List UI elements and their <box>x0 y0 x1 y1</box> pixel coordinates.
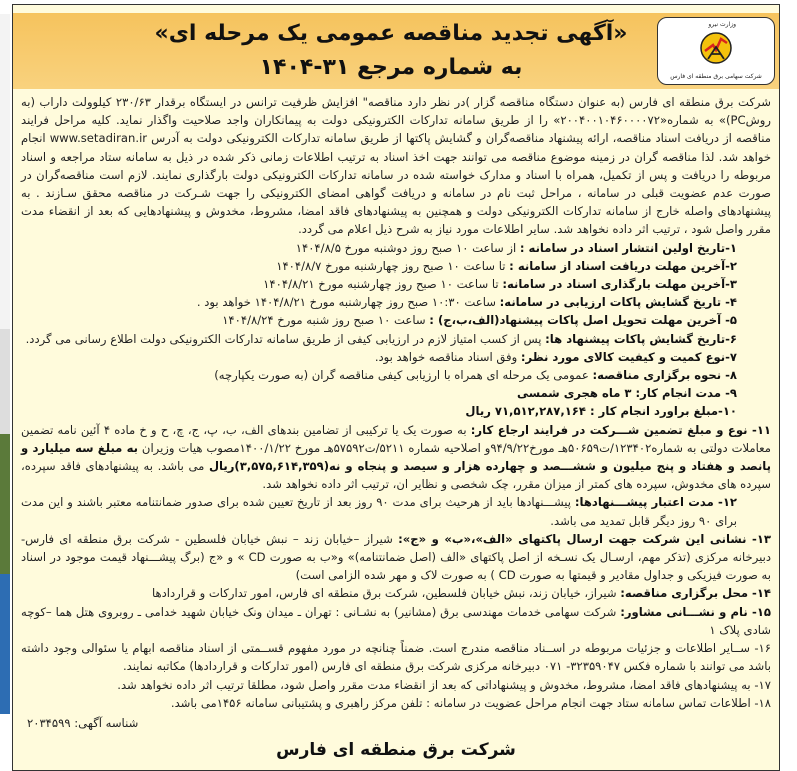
list-item <box>21 639 771 675</box>
ad-id: شناسه آگهی: ۲۰۳۴۵۹۹ <box>27 715 139 730</box>
item-label: ۲-آخرین مهلت دریافت اسناد از سامانه : <box>509 258 737 273</box>
footer-company-name: شرکت برق منطقه ای فارس <box>276 739 516 760</box>
list-item <box>21 603 771 639</box>
list-item <box>21 239 771 257</box>
item-text: تا ساعت ۱۰ صبح روز چهارشنبه مورخ ۱۴۰۴/۸/۲۱ <box>263 277 503 292</box>
adjacent-page-edge <box>0 14 10 714</box>
list-item <box>21 275 771 293</box>
item-text: به صورت یک یا ترکیبی از تضامین بندهای الف، ب، پ، ج، چ، ح و خ ماده ۴ آئین نامه تضمین معاملات دولتی به شماره۱۲۳۴۰۲/ت۵۰۶۵۹هـ مورخ۹۴/۹/۲۲و اصلاحیه شماره ۵۲۱۱/ت۵۷۵۹۲هـ مورخ ۱۴۰۰/۱/۲۲مصوب هیات وزیران <box>21 422 771 455</box>
item-label: ۱۰-مبلغ براورد انجام کار : ۷۱,۵۱۲,۲۸۷,۱۶۴ ریال <box>465 404 737 419</box>
item-label: ۱۳- نشانی این شرکت جهت ارسال پاکتهای «الف»،«ب» و «ج»: <box>398 531 771 546</box>
list-item <box>21 421 771 494</box>
title-band <box>13 13 779 89</box>
item-text: وفق اسناد مناقصه خواهد بود. <box>374 349 521 364</box>
item-text: شیراز، خیابان زند، نبش خیابان فلسطین، شرکت برق منطقه ای فارس، امور تدارکات و قراردادها <box>151 586 621 601</box>
list-item <box>21 311 771 329</box>
list-item <box>21 530 771 585</box>
list-item <box>21 257 771 275</box>
item-amount: به مبلغ سه میلیارد و پانصد و هفتاد و پنج میلیون و ششـــصد و چهارده هزار و سیصد و پنجاه و نه(۳,۵۷۵,۶۱۴,۳۵۹)ریال <box>21 440 771 474</box>
item-text: پس از کسب امتیاز لازم در ارزیابی کیفی از طریق سامانه تدارکات الکترونیکی دولت اطلاع رسانی می گردد. <box>25 331 546 346</box>
item-text-continued: می باشد. به پیشنهادهای فاقد سپرده، سپرده های مخدوش، سپرده های کمتر از میزان مقرر، چک شخصی و نظایر ان، ترتیب اثر داده نخواهد شد. <box>21 459 771 492</box>
item-text: پیشـــنهادها باید از هرحیث برای مدت ۹۰ روز بعد از تاریخ تعیین شده برای صدور ضمانتنامه معتبر باشند و این مدت برای ۹۰ روز دیگر قابل تمدید می باشد. <box>21 495 737 528</box>
item-text: عمومی یک مرحله ای همراه با ارزیابی کیفی مناقصه گران (به صورت یکپارچه) <box>214 368 593 383</box>
item-text: تا ساعت ۱۰ صبح روز چهارشنبه مورخ ۱۴۰۴/۸/۷ <box>276 258 510 273</box>
item-label: ۴- تاریخ گشایش پاکات ارزیابی در سامانه: <box>499 295 737 310</box>
list-item <box>21 348 771 366</box>
item-text: ۱۷- به پیشنهادهای فاقد امضا، مشروط، مخدوش و پیشنهاداتی که بعد از انقضاء مدت مقرر واصل شود، مطلقا ترتیب اثر داده نخواهد شد. <box>117 677 771 692</box>
item-label: ۱-تاریخ اولین انتشار اسناد در سامانه : <box>519 240 737 255</box>
item-label: ۹- مدت انجام کار: ۳ ماه هجری شمسی <box>516 386 737 401</box>
item-label: ۶-تاریخ گشایش پاکات پیشنهاد ها: <box>545 331 737 346</box>
logo-company-text: شرکت سهامی برق منطقه ای فارس <box>670 73 762 80</box>
list-item <box>21 330 771 348</box>
ad-body <box>21 93 771 712</box>
list-item <box>21 293 771 311</box>
logo-ministry-text: وزارت نیرو <box>708 21 736 28</box>
item-label: ۸- نحوه برگزاری مناقصه: <box>592 368 737 383</box>
item-label: ۱۱- نوع و مبلغ تضمین شـــرکت در فرایند ارجاع کار: <box>470 422 771 437</box>
item-text: ساعت ۱۰ صبح روز شنبه مورخ ۱۴۰۴/۸/۲۴ <box>222 313 430 328</box>
company-logo <box>657 17 775 85</box>
item-label: ۱۵- نام و نشـــانی مشاور: <box>620 604 771 619</box>
list-item <box>21 676 771 694</box>
item-text: شرکت سهامی خدمات مهندسی برق (مشانیر) به نشـانی : تهران ـ میدان ونک خیابان شهید خدامی ـ روبروی هتل هما –کوچه شادی پلاک ۱ <box>21 604 771 637</box>
item-label: ۵- آخرین مهلت تحویل اصل پاکات پیشنهاد(الف،ب،ج) : <box>429 313 737 328</box>
list-item <box>21 584 771 602</box>
intro-paragraph: شرکت برق منطقه ای فارس (به عنوان دستگاه مناقصه گزار )در نظر دارد مناقصه" افزایش ظرفیت ترانس در ایستگاه برقدار ۲۳۰/۶۳ کیلوولت داراب (به روشPC)» به شماره«۲۰۰۴۰۰۱۰۴۶۰۰۰۰۷۲» را از طریق سامانه تدارکات الکترونیکی دولت به پیمانکاران واجد صلاحیت واگذار نماید. کلیه مراحل فرایند مناقصه از دریافت اسناد مناقصه، ارائه پیشنهاد مناقصه‌گران و گشایش پاکتها از طریق سامانه تدارکات الکترونیکی دولت به آدرس www.setadiran.ir انجام خواهد شد. لذا مناقصه گران در زمینه موضوع مناقصه می توانند جهت اخذ اسناد به ترتیب اطلاعات زمانی ذکر شده در ذیل به سامانه ستاد مراجعه و اسناد مربوطه را دریافت و پس از تکمیل، همراه با اسناد و مدارک خواسته شده در سامانه تدارکات الکترونیکی دولت بارگذاری نمایند. لازم است مناقصه‌گران در صورت عدم عضویت قبلی در سامانه ، مراحل ثبت نام در سامانه و دریافت گواهی امضای الکترونیکی را جهت شـرکت در مناقصه محقق سـازند . به پیشنهادهای واصله خارج از سامانه تدارکات الکترونیکی دولت و همچنین به پیشنهادهای فاقد امضا، مشروط، مخدوش و پیشنهادهایی که بعد از انقضاء مدت مقرر واصل شود ، ترتیب اثر داده نخواهد شد. سایر اطلاعات مورد نیاز به شرح ذیل اعلام می گردد. <box>21 95 771 237</box>
item-label: ۱۴- محل برگزاری مناقصه: <box>620 586 771 601</box>
tender-advertisement <box>12 4 780 771</box>
item-text: از ساعت ۱۰ صبح روز دوشنبه مورخ ۱۴۰۴/۸/۵ <box>295 240 520 255</box>
list-item <box>21 402 771 420</box>
ad-title: «آگهی تجدید مناقصه عمومی یک مرحله ای» <box>154 21 628 46</box>
item-text: ۱۸- اطلاعات تماس سامانه ستاد جهت انجام مراحل عضویت در سامانه : تلفن مرکز راهبری و پشتیبانی سامانه ۱۴۵۶می باشد. <box>170 695 771 710</box>
item-label: ۷-نوع کمیت و کیفیت کالای مورد نظر: <box>520 349 737 364</box>
item-text: ساعت ۱۰:۳۰ صبح روز چهارشنبه مورخ ۱۴۰۴/۸/۲۱ خواهد بود . <box>196 295 500 310</box>
clause-list <box>21 239 771 712</box>
item-label: ۳-آخرین مهلت بارگذاری اسناد در سامانه: <box>502 277 737 292</box>
power-logo-icon <box>699 31 733 65</box>
list-item <box>21 366 771 384</box>
item-label: ۱۲- مدت اعتبار پیشـــنهادها: <box>574 495 737 510</box>
list-item <box>21 493 771 529</box>
item-text: شیراز –خیابان زند – نبش خیابان فلسطین - شرکت برق منطقه ای فارس- دبیرخانه مرکزی (تذکر مهم، ارسـال یک نسـخه از اصل پاکتهای «الف (اصل ضمانتنامه)» و«ب به صورت CD » و «ج (برگ پیشـــنهاد قیمت موجود در اسناد به صورت فیزیکی و جداول مقادیر و قیمتها به صورت CD ) به صورت لاک و مهر شده الزامی است) <box>21 531 772 583</box>
list-item <box>21 694 771 712</box>
list-item <box>21 384 771 402</box>
ad-reference-number: به شماره مرجع ۳۱-۱۴۰۴ <box>259 55 523 80</box>
item-text: ۱۶- ســایر اطلاعات و جزئیات مربوطه در اســناد مناقصه مندرج است. ضمناً چنانچه در مورد مفهوم قســمتی از اسناد مناقصه ابهام یا سئوالی وجود داشته باشد می توانند با شماره فکس ۳۲۳۵۹۰۴۷- ۰۷۱ دبیرخانه مرکزی شرکت برق منطقه ای فارس (امور تدارکات و قراردادها) مکاتبه نمایند. <box>21 641 771 674</box>
